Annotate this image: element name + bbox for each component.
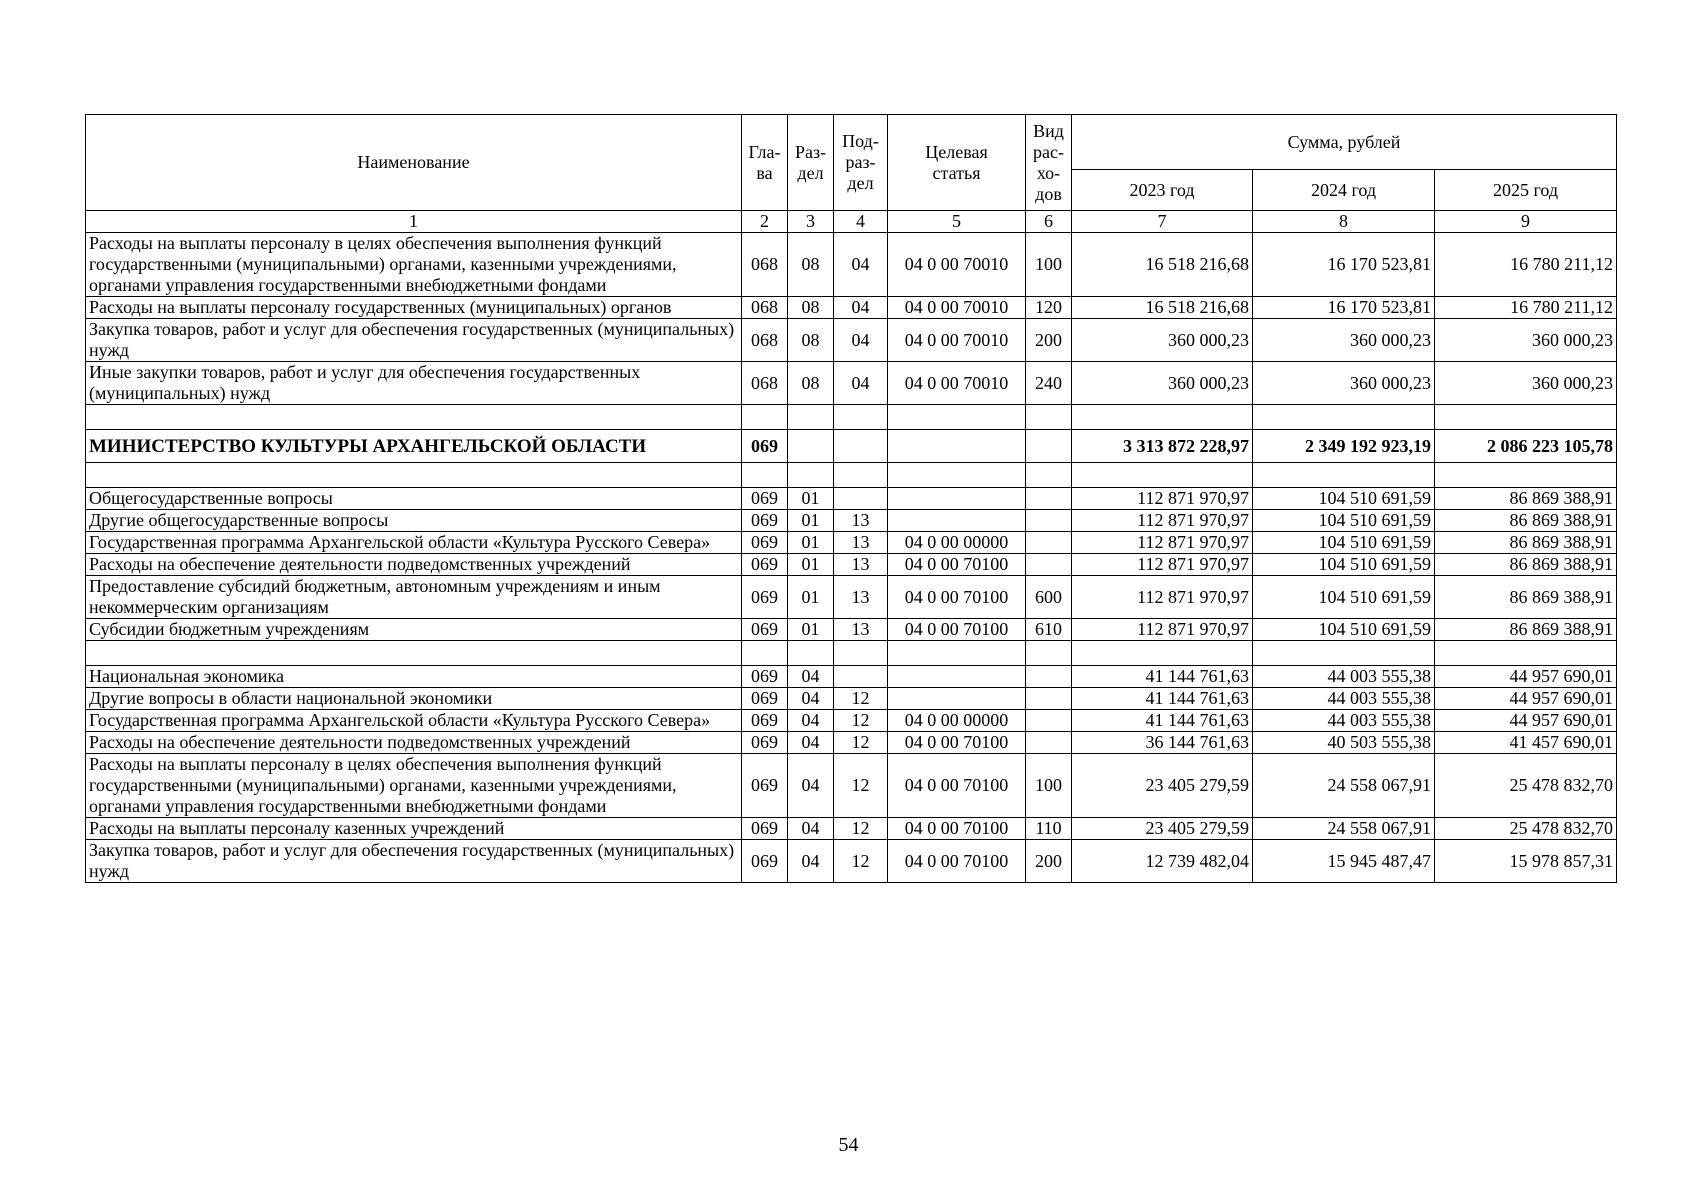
column-number: 9 <box>1435 211 1617 233</box>
cell-glava <box>742 405 788 430</box>
column-number: 3 <box>788 211 834 233</box>
cell-sum-2024: 16 170 523,81 <box>1253 297 1435 319</box>
cell-glava <box>742 463 788 488</box>
cell-target <box>888 488 1026 510</box>
cell-vid <box>1026 488 1072 510</box>
cell-sum-2023: 12 739 482,04 <box>1072 840 1253 883</box>
cell-podrazdel: 12 <box>834 818 888 840</box>
cell-sum-2025: 44 957 690,01 <box>1435 688 1617 710</box>
cell-sum-2025: 44 957 690,01 <box>1435 710 1617 732</box>
cell-sum-2024: 104 510 691,59 <box>1253 510 1435 532</box>
table-row-empty <box>86 641 1617 666</box>
cell-glava: 069 <box>742 619 788 641</box>
page-number: 54 <box>838 1134 859 1156</box>
table-row-empty <box>86 405 1617 430</box>
table-row <box>86 840 1617 883</box>
cell-sum-2024: 104 510 691,59 <box>1253 488 1435 510</box>
cell-podrazdel: 13 <box>834 554 888 576</box>
cell-razdel: 01 <box>788 488 834 510</box>
cell-name <box>86 463 742 488</box>
cell-vid <box>1026 532 1072 554</box>
cell-vid: 200 <box>1026 319 1072 362</box>
cell-podrazdel: 04 <box>834 297 888 319</box>
cell-razdel: 04 <box>788 818 834 840</box>
cell-podrazdel: 12 <box>834 732 888 754</box>
column-number: 1 <box>86 211 742 233</box>
cell-name: Другие вопросы в области национальной экономики <box>86 688 742 710</box>
header-target: Целевая статья <box>888 115 1026 211</box>
cell-glava: 069 <box>742 688 788 710</box>
cell-vid <box>1026 510 1072 532</box>
cell-razdel: 01 <box>788 619 834 641</box>
cell-glava: 068 <box>742 233 788 297</box>
cell-name: Расходы на обеспечение деятельности подведомственных учреждений <box>86 732 742 754</box>
cell-sum-2024: 44 003 555,38 <box>1253 710 1435 732</box>
cell-target: 04 0 00 70100 <box>888 840 1026 883</box>
cell-glava: 069 <box>742 754 788 818</box>
cell-podrazdel: 12 <box>834 688 888 710</box>
cell-sum-2025: 41 457 690,01 <box>1435 732 1617 754</box>
cell-name: МИНИСТЕРСТВО КУЛЬТУРЫ АРХАНГЕЛЬСКОЙ ОБЛАСТИ <box>86 430 742 463</box>
cell-glava: 069 <box>742 576 788 619</box>
cell-glava: 069 <box>742 532 788 554</box>
cell-sum-2024: 104 510 691,59 <box>1253 554 1435 576</box>
cell-razdel <box>788 430 834 463</box>
cell-podrazdel: 04 <box>834 362 888 405</box>
cell-razdel: 04 <box>788 732 834 754</box>
cell-vid <box>1026 554 1072 576</box>
cell-glava: 069 <box>742 554 788 576</box>
cell-vid <box>1026 430 1072 463</box>
cell-sum-2023: 36 144 761,63 <box>1072 732 1253 754</box>
cell-target: 04 0 00 70100 <box>888 554 1026 576</box>
cell-podrazdel <box>834 405 888 430</box>
column-number: 4 <box>834 211 888 233</box>
table-row-empty <box>86 463 1617 488</box>
cell-razdel: 04 <box>788 666 834 688</box>
header-razdel: Раз- дел <box>788 115 834 211</box>
cell-vid <box>1026 732 1072 754</box>
cell-vid: 200 <box>1026 840 1072 883</box>
cell-glava: 068 <box>742 319 788 362</box>
table-row <box>86 754 1617 818</box>
table-row <box>86 319 1617 362</box>
cell-sum-2023: 16 518 216,68 <box>1072 297 1253 319</box>
cell-glava: 068 <box>742 297 788 319</box>
column-number: 7 <box>1072 211 1253 233</box>
cell-vid: 610 <box>1026 619 1072 641</box>
cell-sum-2024: 15 945 487,47 <box>1253 840 1435 883</box>
cell-podrazdel: 04 <box>834 233 888 297</box>
cell-target <box>888 510 1026 532</box>
column-number: 5 <box>888 211 1026 233</box>
cell-podrazdel: 12 <box>834 754 888 818</box>
cell-vid <box>1026 666 1072 688</box>
column-number: 6 <box>1026 211 1072 233</box>
cell-sum-2025: 86 869 388,91 <box>1435 576 1617 619</box>
cell-name: Закупка товаров, работ и услуг для обеспечения государственных (муниципальных) нужд <box>86 840 742 883</box>
cell-target <box>888 666 1026 688</box>
cell-target: 04 0 00 70100 <box>888 754 1026 818</box>
cell-sum-2024: 104 510 691,59 <box>1253 619 1435 641</box>
cell-glava: 069 <box>742 510 788 532</box>
cell-vid <box>1026 405 1072 430</box>
cell-name: Субсидии бюджетным учреждениям <box>86 619 742 641</box>
cell-name: Расходы на выплаты персоналу в целях обеспечения выполнения функций государственными (муниципальными) органами, казенными учреждениями, органами управления государственными внебюджетными фондами <box>86 233 742 297</box>
cell-glava: 069 <box>742 840 788 883</box>
cell-sum-2023: 112 871 970,97 <box>1072 554 1253 576</box>
cell-sum-2024: 44 003 555,38 <box>1253 666 1435 688</box>
cell-glava: 069 <box>742 430 788 463</box>
cell-razdel: 04 <box>788 688 834 710</box>
cell-name: Иные закупки товаров, работ и услуг для обеспечения государственных (муниципальных) нужд <box>86 362 742 405</box>
header-year-2025: 2025 год <box>1435 170 1617 211</box>
cell-target: 04 0 00 70010 <box>888 297 1026 319</box>
cell-vid <box>1026 641 1072 666</box>
cell-vid: 120 <box>1026 297 1072 319</box>
cell-podrazdel: 13 <box>834 619 888 641</box>
cell-sum-2025 <box>1435 405 1617 430</box>
cell-target <box>888 405 1026 430</box>
cell-vid: 240 <box>1026 362 1072 405</box>
cell-sum-2023: 41 144 761,63 <box>1072 666 1253 688</box>
cell-target <box>888 430 1026 463</box>
cell-sum-2025: 360 000,23 <box>1435 362 1617 405</box>
cell-vid: 600 <box>1026 576 1072 619</box>
cell-razdel: 01 <box>788 510 834 532</box>
cell-vid: 100 <box>1026 233 1072 297</box>
cell-target: 04 0 00 00000 <box>888 710 1026 732</box>
cell-target <box>888 641 1026 666</box>
cell-sum-2025: 360 000,23 <box>1435 319 1617 362</box>
cell-sum-2024: 104 510 691,59 <box>1253 532 1435 554</box>
header-sum: Сумма, рублей <box>1072 115 1617 170</box>
cell-sum-2024 <box>1253 641 1435 666</box>
cell-sum-2023: 112 871 970,97 <box>1072 488 1253 510</box>
cell-sum-2023: 41 144 761,63 <box>1072 710 1253 732</box>
column-number: 2 <box>742 211 788 233</box>
cell-razdel: 04 <box>788 710 834 732</box>
cell-sum-2023: 360 000,23 <box>1072 319 1253 362</box>
cell-name: Закупка товаров, работ и услуг для обеспечения государственных (муниципальных) нужд <box>86 319 742 362</box>
cell-name: Расходы на выплаты персоналу государственных (муниципальных) органов <box>86 297 742 319</box>
cell-podrazdel <box>834 488 888 510</box>
table-row <box>86 233 1617 297</box>
cell-name <box>86 641 742 666</box>
cell-sum-2023 <box>1072 641 1253 666</box>
cell-glava: 068 <box>742 362 788 405</box>
cell-razdel: 08 <box>788 362 834 405</box>
cell-sum-2025: 86 869 388,91 <box>1435 619 1617 641</box>
cell-target: 04 0 00 70100 <box>888 818 1026 840</box>
cell-vid <box>1026 710 1072 732</box>
table-header <box>86 115 1617 233</box>
table-row <box>86 688 1617 710</box>
cell-glava: 069 <box>742 666 788 688</box>
cell-sum-2025: 25 478 832,70 <box>1435 754 1617 818</box>
table-row <box>86 488 1617 510</box>
cell-sum-2025: 16 780 211,12 <box>1435 233 1617 297</box>
cell-podrazdel <box>834 666 888 688</box>
header-name: Наименование <box>86 115 742 211</box>
cell-sum-2023: 360 000,23 <box>1072 362 1253 405</box>
cell-sum-2024: 360 000,23 <box>1253 319 1435 362</box>
table-row <box>86 532 1617 554</box>
cell-podrazdel: 13 <box>834 510 888 532</box>
column-number-row <box>86 211 1617 233</box>
cell-glava: 069 <box>742 732 788 754</box>
cell-name: Расходы на обеспечение деятельности подведомственных учреждений <box>86 554 742 576</box>
cell-sum-2024: 40 503 555,38 <box>1253 732 1435 754</box>
cell-podrazdel: 13 <box>834 576 888 619</box>
cell-podrazdel: 13 <box>834 532 888 554</box>
cell-sum-2023: 3 313 872 228,97 <box>1072 430 1253 463</box>
cell-sum-2024: 104 510 691,59 <box>1253 576 1435 619</box>
cell-name: Общегосударственные вопросы <box>86 488 742 510</box>
cell-name: Национальная экономика <box>86 666 742 688</box>
cell-sum-2023: 23 405 279,59 <box>1072 818 1253 840</box>
cell-sum-2023: 16 518 216,68 <box>1072 233 1253 297</box>
cell-sum-2025: 86 869 388,91 <box>1435 554 1617 576</box>
cell-name: Другие общегосударственные вопросы <box>86 510 742 532</box>
cell-glava: 069 <box>742 710 788 732</box>
cell-sum-2024: 360 000,23 <box>1253 362 1435 405</box>
cell-sum-2025: 2 086 223 105,78 <box>1435 430 1617 463</box>
header-podrazdel: Под- раз- дел <box>834 115 888 211</box>
cell-vid <box>1026 463 1072 488</box>
cell-podrazdel <box>834 430 888 463</box>
cell-podrazdel <box>834 641 888 666</box>
cell-target <box>888 688 1026 710</box>
cell-name: Предоставление субсидий бюджетным, автономным учреждениям и иным некоммерческим организациям <box>86 576 742 619</box>
cell-sum-2025: 44 957 690,01 <box>1435 666 1617 688</box>
cell-target: 04 0 00 70100 <box>888 619 1026 641</box>
cell-sum-2023: 23 405 279,59 <box>1072 754 1253 818</box>
cell-sum-2024 <box>1253 405 1435 430</box>
cell-sum-2024: 2 349 192 923,19 <box>1253 430 1435 463</box>
cell-sum-2024: 44 003 555,38 <box>1253 688 1435 710</box>
cell-target: 04 0 00 70100 <box>888 732 1026 754</box>
cell-name: Расходы на выплаты персоналу казенных учреждений <box>86 818 742 840</box>
cell-podrazdel: 12 <box>834 840 888 883</box>
cell-razdel: 01 <box>788 576 834 619</box>
cell-sum-2023: 112 871 970,97 <box>1072 532 1253 554</box>
table-row <box>86 666 1617 688</box>
cell-glava: 069 <box>742 818 788 840</box>
table-row <box>86 619 1617 641</box>
cell-razdel: 08 <box>788 297 834 319</box>
table-body <box>86 233 1617 883</box>
cell-podrazdel <box>834 463 888 488</box>
column-number: 8 <box>1253 211 1435 233</box>
table-row <box>86 510 1617 532</box>
header-year-2023: 2023 год <box>1072 170 1253 211</box>
cell-sum-2024: 24 558 067,91 <box>1253 754 1435 818</box>
cell-sum-2023: 112 871 970,97 <box>1072 576 1253 619</box>
cell-razdel: 01 <box>788 554 834 576</box>
cell-target: 04 0 00 70010 <box>888 319 1026 362</box>
cell-vid: 100 <box>1026 754 1072 818</box>
cell-target <box>888 463 1026 488</box>
cell-target: 04 0 00 70100 <box>888 576 1026 619</box>
table-row <box>86 554 1617 576</box>
table-row <box>86 297 1617 319</box>
cell-target: 04 0 00 70010 <box>888 233 1026 297</box>
table-row <box>86 362 1617 405</box>
cell-razdel: 08 <box>788 319 834 362</box>
cell-vid: 110 <box>1026 818 1072 840</box>
table-row <box>86 732 1617 754</box>
table-row <box>86 710 1617 732</box>
cell-sum-2025 <box>1435 641 1617 666</box>
cell-name: Государственная программа Архангельской области «Культура Русского Севера» <box>86 532 742 554</box>
cell-sum-2023 <box>1072 405 1253 430</box>
cell-name <box>86 405 742 430</box>
cell-sum-2025: 86 869 388,91 <box>1435 510 1617 532</box>
cell-sum-2025: 86 869 388,91 <box>1435 488 1617 510</box>
cell-glava <box>742 641 788 666</box>
cell-sum-2025: 15 978 857,31 <box>1435 840 1617 883</box>
cell-podrazdel: 04 <box>834 319 888 362</box>
cell-razdel: 04 <box>788 754 834 818</box>
cell-sum-2023: 41 144 761,63 <box>1072 688 1253 710</box>
cell-sum-2024 <box>1253 463 1435 488</box>
header-vid: Вид рас- хо- дов <box>1026 115 1072 211</box>
cell-vid <box>1026 688 1072 710</box>
cell-razdel <box>788 641 834 666</box>
cell-razdel: 04 <box>788 840 834 883</box>
cell-glava: 069 <box>742 488 788 510</box>
cell-name: Государственная программа Архангельской области «Культура Русского Севера» <box>86 710 742 732</box>
cell-sum-2023: 112 871 970,97 <box>1072 510 1253 532</box>
cell-razdel <box>788 463 834 488</box>
cell-sum-2023: 112 871 970,97 <box>1072 619 1253 641</box>
cell-sum-2024: 16 170 523,81 <box>1253 233 1435 297</box>
cell-target: 04 0 00 70010 <box>888 362 1026 405</box>
cell-name: Расходы на выплаты персоналу в целях обеспечения выполнения функций государственными (муниципальными) органами, казенными учреждениями, органами управления государственными внебюджетными фондами <box>86 754 742 818</box>
cell-sum-2023 <box>1072 463 1253 488</box>
table-row <box>86 576 1617 619</box>
table-row <box>86 430 1617 463</box>
cell-sum-2024: 24 558 067,91 <box>1253 818 1435 840</box>
cell-sum-2025 <box>1435 463 1617 488</box>
cell-sum-2025: 16 780 211,12 <box>1435 297 1617 319</box>
header-year-2024: 2024 год <box>1253 170 1435 211</box>
cell-sum-2025: 86 869 388,91 <box>1435 532 1617 554</box>
cell-razdel: 08 <box>788 233 834 297</box>
cell-target: 04 0 00 00000 <box>888 532 1026 554</box>
budget-table <box>85 114 1617 883</box>
cell-razdel <box>788 405 834 430</box>
cell-sum-2025: 25 478 832,70 <box>1435 818 1617 840</box>
cell-podrazdel: 12 <box>834 710 888 732</box>
header-glava: Гла- ва <box>742 115 788 211</box>
table-row <box>86 818 1617 840</box>
cell-razdel: 01 <box>788 532 834 554</box>
